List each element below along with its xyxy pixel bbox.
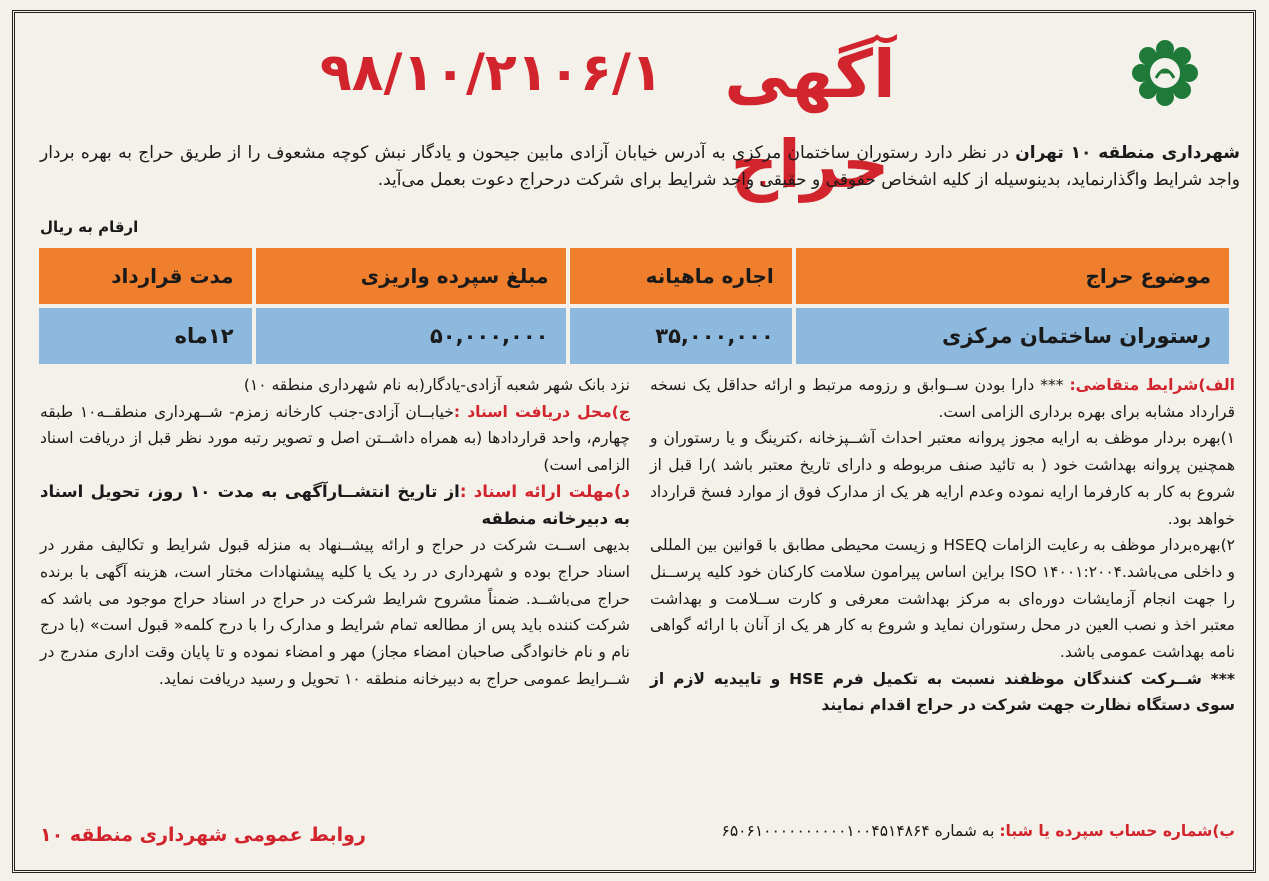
table-header-row bbox=[39, 248, 1229, 304]
general-notes: بدیهی اســت شرکت در حراج و ارائه پیشــنهاد به منزله قبول شرایط و تکالیف مقرر در اسناد حراج بوده و شهرداری در رد یک یا کلیه پیشنهادات مختار است، هزینه آگهی با برنده حراج می‌باشــد. ضمناً مشروح شرایط شرکت در حراج در اسناد حراج موجود می باشد که شرکت کننده باید پس از مطالعه تمام شرایط و مدارک را با درج کلمه« قبول است» (با درج نام و نام خانوادگی صاحبان امضاء مجاز) مهر و امضاء نموده و تا پایان وقت اداری مندرج در شــرایط عمومی حراج به دبیرخانه منطقه ۱۰ تحویل و رسید دریافت نماید. bbox=[40, 536, 630, 688]
section-b-label: ب)شماره حساب سپرده یا شبا: bbox=[999, 822, 1235, 840]
account-number: به شماره ۶۵۰۶۱۰۰۰۰۰۰۰۰۰۰۱۰۰۴۵۱۴۸۶۴ bbox=[721, 822, 1000, 840]
section-d bbox=[40, 479, 630, 532]
section-a-intro: *** دارا بودن ســوابق و رزومه مرتبط و ارائه حداقل یک نسخه قرارداد مشابه برای بهره برداری الزامی است. bbox=[650, 376, 1235, 421]
section-a bbox=[650, 372, 1235, 425]
intro-paragraph bbox=[40, 140, 1240, 194]
section-a-label: الف)شرایط متقاضی: bbox=[1069, 376, 1235, 394]
section-c-label: ج)محل دریافت اسناد : bbox=[453, 402, 631, 421]
section-a-item-2: ۲)بهره‌بردار موظف به رعایت الزامات HSEQ و زیست محیطی مطابق با قوانین بین المللی و داخلی می‌باشد.۱۴۰۰۱:۲۰۰۴ ISO براین اساس پیرامون سلامت کارکنان خود کلیه پرســنل را جهت انجام آزمایشات دوره‌ای به مرکز بهداشت معرفی و کارت ســلامت و بهداشت معتبر اخذ و نصب العین در محل رستوران نماید و شروع به کار هر یک از آنان با ارائه گواهی نامه بهداشت عمومی باشد. bbox=[650, 536, 1235, 662]
conditions-column bbox=[650, 372, 1235, 719]
cell-monthly-rent: ۳۵,۰۰۰,۰۰۰ bbox=[570, 308, 791, 364]
footer-signature: روابط عمومی شهرداری منطقه ۱۰ bbox=[40, 824, 366, 846]
section-a-item-1: ۱)بهره بردار موظف به ارایه مجوز پروانه معتبر احداث آشــپزخانه ،کترینگ و یا رستوران و همچنین پروانه بهداشت خود ( به تائید صنف مربوطه و دارای تاریخ معتبر باشد )را قبل از شروع به کار به کارفرما ارایه نموده وعدم ارایه هر یک از مدارک فوق از موارد فسخ قرارداد خواهد بود. bbox=[650, 429, 1235, 528]
cell-subject: رستوران ساختمان مرکزی bbox=[796, 308, 1229, 364]
table-row bbox=[39, 308, 1229, 364]
section-d-text: از تاریخ انتشــارآگهی به مدت ۱۰ روز، تحویل اسناد به دبیرخانه منطقه bbox=[40, 481, 630, 528]
reference-number: ۹۸/۱۰/۲۱۰۶/۱ bbox=[320, 43, 663, 103]
section-c-text: خیابــان آزادی-جنب کارخانه زمزم- شــهرداری منطقــه۱۰ طبقه چهارم، واحد قراردادها (به همراه داشــتن اصل و تصویر رتبه مورد نظر قبل از دریافت اسناد الزامی است) bbox=[40, 402, 630, 475]
section-b bbox=[650, 818, 1235, 844]
currency-unit-note: ارقام به ریال bbox=[40, 218, 139, 236]
section-a-hse-note: *** شــرکت کنندگان موظفند نسبت به تکمیل فرم HSE و تاییدیه لازم از سوی دستگاه نظارت جهت شرکت در حراج اقدام نمایند bbox=[650, 669, 1235, 715]
tehran-municipality-logo-icon bbox=[1130, 38, 1200, 108]
header-deposit: مبلغ سپرده واریزی bbox=[256, 248, 567, 304]
organization-name: شهرداری منطقه ۱۰ تهران bbox=[1015, 143, 1241, 163]
auction-table bbox=[35, 244, 1233, 368]
section-d-label: د)مهلت ارائه اسناد : bbox=[459, 481, 631, 501]
header-subject: موضوع حراج bbox=[796, 248, 1229, 304]
cell-contract-duration: ۱۲ماه bbox=[39, 308, 252, 364]
notice-title: آگهی حراج bbox=[724, 36, 896, 203]
cell-deposit: ۵۰,۰۰۰,۰۰۰ bbox=[256, 308, 567, 364]
documents-column bbox=[40, 372, 630, 692]
header-monthly-rent: اجاره ماهیانه bbox=[570, 248, 791, 304]
section-c bbox=[40, 399, 630, 479]
bank-line: نزد بانک شهر شعبه آزادی-یادگار(به نام شهرداری منطقه ۱۰) bbox=[243, 376, 630, 394]
intro-text: در نظر دارد رستوران ساختمان مرکزی به آدرس خیابان آزادی مابین جیحون و یادگار نبش کوچه مشعوف را از طریق حراج به بهره بردار واجد شرایط واگذارنماید، بدینوسیله از کلیه اشخاص حقوقی و حقیقی واجد شرایط برای شرکت درحراج دعوت بعمل می‌آید. bbox=[40, 143, 1240, 190]
header-contract-duration: مدت قرارداد bbox=[39, 248, 252, 304]
